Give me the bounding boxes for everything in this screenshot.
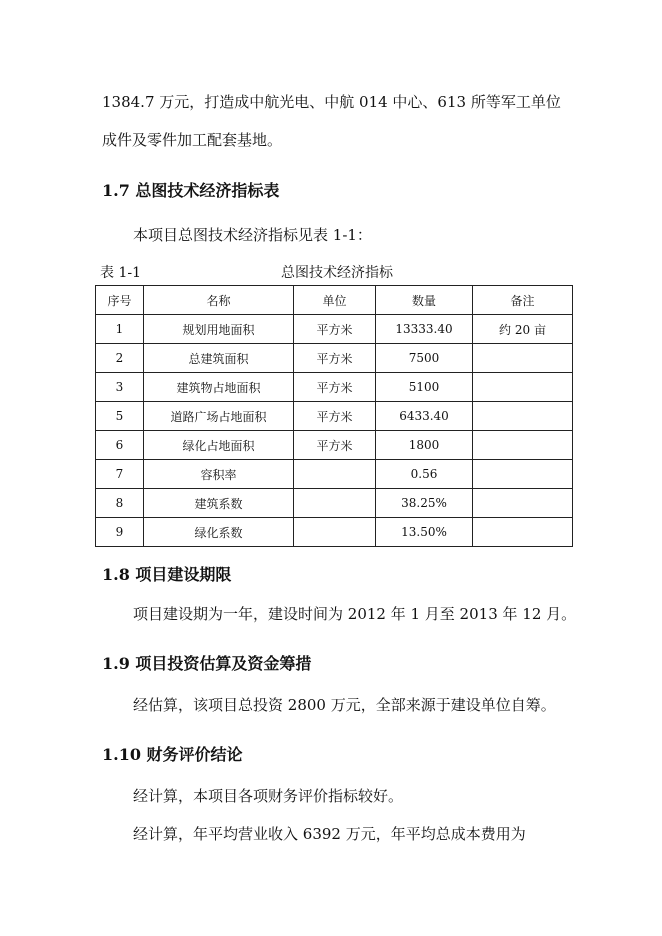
cell-name: 规划用地面积: [144, 315, 294, 344]
heading-1-9: 1.9 项目投资估算及资金筹措: [102, 654, 312, 673]
cell-remark: [473, 489, 573, 518]
paragraph-1-7: 本项目总图技术经济指标见表 1-1：: [133, 226, 372, 244]
cell-index: 6: [96, 431, 144, 460]
cell-remark: [473, 518, 573, 547]
cell-quantity: 6433.40: [376, 402, 473, 431]
paragraph-1-8: 项目建设期为一年，建设时间为 2012 年 1 月至 2013 年 12 月。: [133, 605, 577, 623]
paragraph-1-10-a: 经计算，本项目各项财务评价指标较好。: [133, 787, 404, 805]
cell-quantity: 38.25%: [376, 489, 473, 518]
table-label: 表 1-1: [100, 265, 141, 281]
heading-1-10: 1.10 财务评价结论: [102, 745, 243, 764]
cell-unit: 平方米: [294, 373, 376, 402]
cell-quantity: 5100: [376, 373, 473, 402]
col-header-unit: 单位: [294, 286, 376, 315]
cell-index: 7: [96, 460, 144, 489]
paragraph-intro-line2: 成件及零件加工配套基地。: [102, 131, 283, 149]
cell-index: 2: [96, 344, 144, 373]
table-row: [96, 344, 573, 373]
cell-remark: [473, 373, 573, 402]
cell-remark: [473, 431, 573, 460]
cell-name: 道路广场占地面积: [144, 402, 294, 431]
cell-unit: [294, 460, 376, 489]
cell-unit: 平方米: [294, 431, 376, 460]
col-header-name: 名称: [144, 286, 294, 315]
table-row: [96, 518, 573, 547]
indicator-table: [95, 285, 573, 547]
cell-quantity: 13.50%: [376, 518, 473, 547]
cell-remark: [473, 402, 573, 431]
cell-remark: [473, 344, 573, 373]
table-row: [96, 402, 573, 431]
cell-quantity: 7500: [376, 344, 473, 373]
col-header-index: 序号: [96, 286, 144, 315]
paragraph-intro-line1: 1384.7 万元，打造成中航光电、中航 014 中心、613 所等军工单位: [102, 93, 561, 111]
table-header-row: [96, 286, 573, 315]
cell-remark: [473, 460, 573, 489]
heading-1-8: 1.8 项目建设期限: [102, 565, 232, 584]
cell-quantity: 0.56: [376, 460, 473, 489]
cell-name: 绿化系数: [144, 518, 294, 547]
cell-quantity: 1800: [376, 431, 473, 460]
table-row: [96, 373, 573, 402]
cell-index: 8: [96, 489, 144, 518]
cell-name: 建筑系数: [144, 489, 294, 518]
cell-index: 5: [96, 402, 144, 431]
cell-unit: 平方米: [294, 344, 376, 373]
cell-unit: [294, 518, 376, 547]
paragraph-1-9: 经估算，该项目总投资 2800 万元，全部来源于建设单位自筹。: [133, 696, 556, 714]
paragraph-1-10-b: 经计算，年平均营业收入 6392 万元，年平均总成本费用为: [133, 825, 526, 843]
table-row: [96, 431, 573, 460]
cell-name: 总建筑面积: [144, 344, 294, 373]
cell-index: 3: [96, 373, 144, 402]
col-header-remark: 备注: [473, 286, 573, 315]
table-title: 总图技术经济指标: [281, 265, 393, 281]
heading-1-7: 1.7 总图技术经济指标表: [102, 181, 280, 200]
table-row: [96, 489, 573, 518]
cell-index: 1: [96, 315, 144, 344]
cell-unit: 平方米: [294, 402, 376, 431]
table-row: [96, 315, 573, 344]
col-header-quantity: 数量: [376, 286, 473, 315]
cell-name: 绿化占地面积: [144, 431, 294, 460]
cell-quantity: 13333.40: [376, 315, 473, 344]
cell-index: 9: [96, 518, 144, 547]
cell-name: 容积率: [144, 460, 294, 489]
cell-unit: 平方米: [294, 315, 376, 344]
cell-unit: [294, 489, 376, 518]
table-row: [96, 460, 573, 489]
cell-name: 建筑物占地面积: [144, 373, 294, 402]
cell-remark: 约 20 亩: [473, 315, 573, 344]
